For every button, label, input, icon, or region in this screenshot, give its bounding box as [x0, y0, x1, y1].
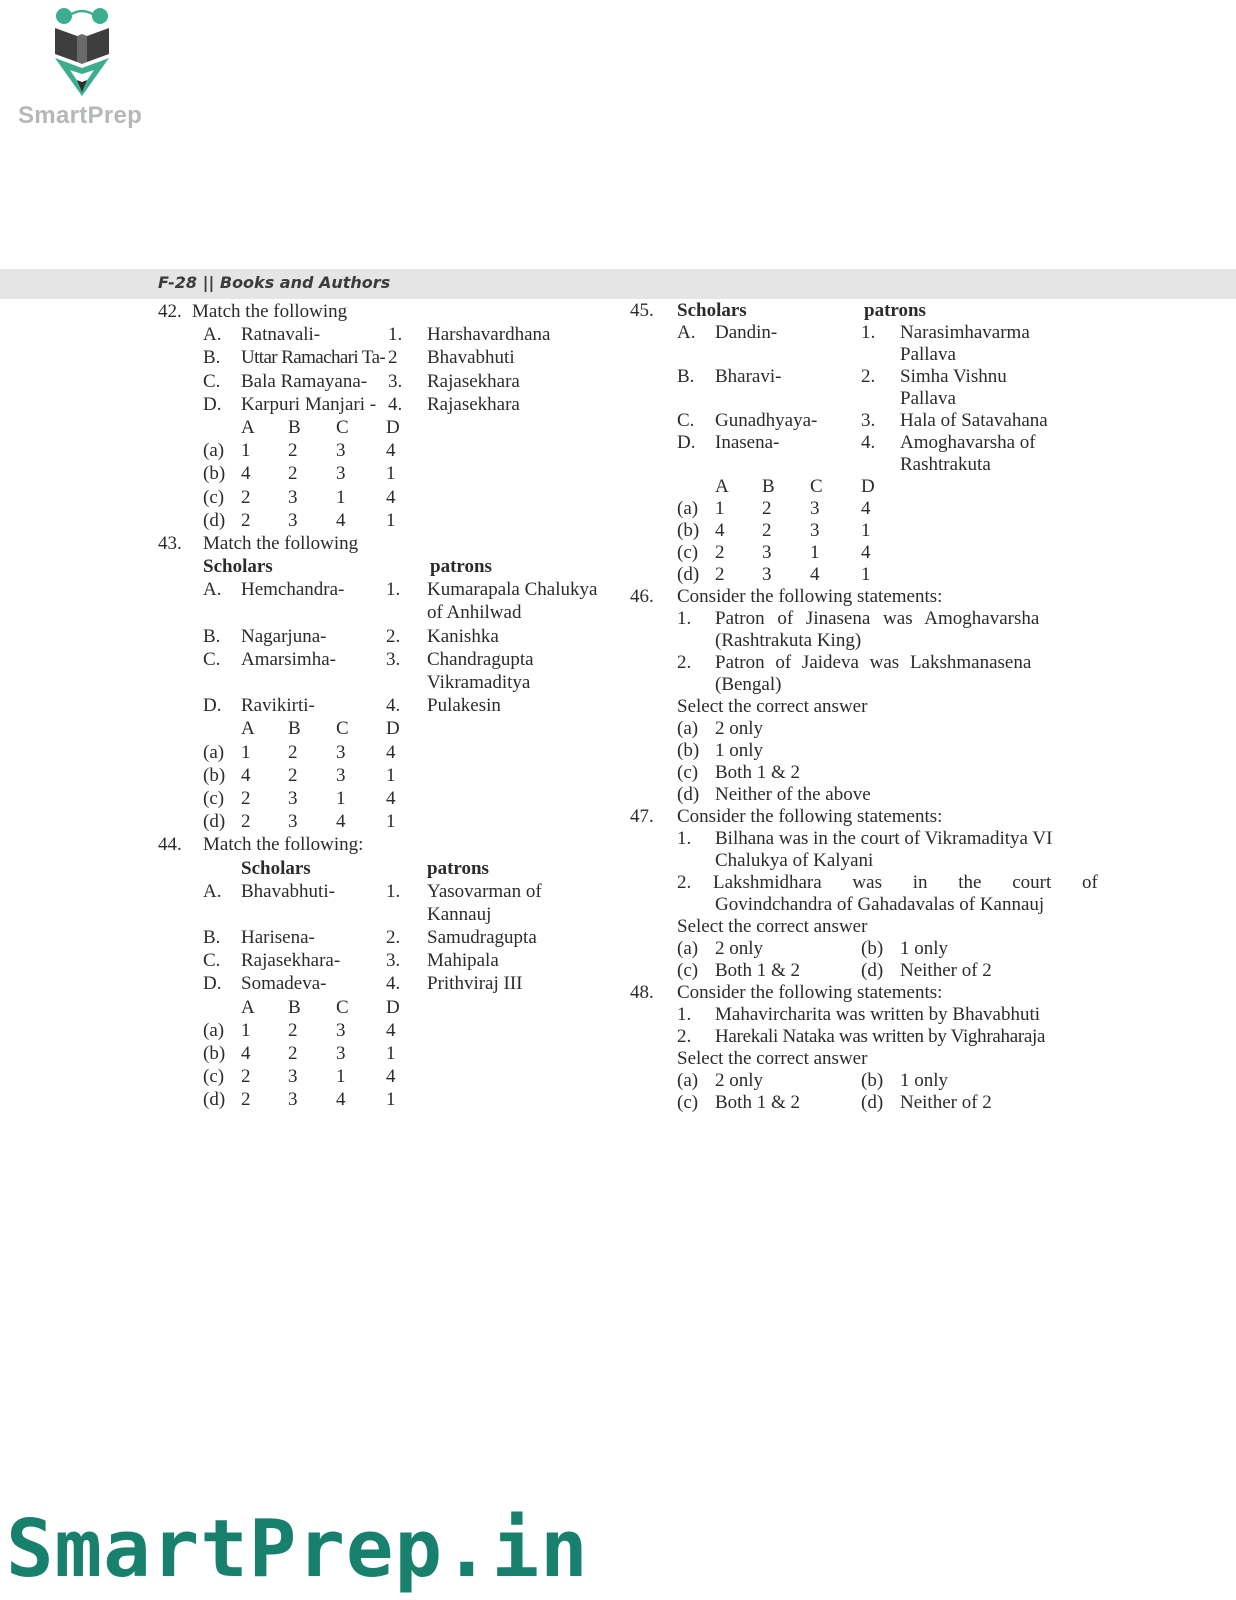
match-row: C. Bala Ramayana- 3. Rajasekhara	[203, 370, 520, 392]
q43-title: Match the following	[203, 532, 359, 554]
q47-number: 47.	[630, 806, 654, 827]
option-row: (b) 4 2 3 1	[203, 1043, 396, 1064]
option-row: (a) 2 only (b) 1 only	[677, 938, 949, 959]
match-row: B. Harisena- 2. Samudragupta	[203, 927, 537, 949]
match-row: D. Ravikirti- 4. Pulakesin	[203, 695, 501, 717]
q45-scholars-header: Scholars	[677, 300, 747, 321]
option-row: (b) 4 2 3 1	[677, 520, 871, 541]
q43-scholars-header: Scholars	[203, 556, 273, 578]
q46-select-prompt: Select the correct answer	[677, 696, 868, 717]
match-row: D. Somadeva- 4. Prithviraj III	[203, 973, 523, 995]
option-row: (a) 1 2 3 4	[203, 440, 396, 462]
option-row: (d) Neither of the above	[677, 784, 871, 805]
q43-patrons-header: patrons	[430, 556, 492, 578]
q44-title: Match the following:	[203, 834, 364, 856]
q42-title: Match the following	[192, 301, 348, 322]
left-column	[158, 300, 608, 1112]
q44-scholars-header: Scholars	[241, 857, 311, 879]
match-row: B. Bharavi- 2. Simha Vishnu	[677, 366, 1007, 387]
option-row: (c) Both 1 & 2	[677, 762, 800, 783]
option-row: (d) 2 3 4 1	[203, 1089, 396, 1111]
q46-title: Consider the following statements:	[677, 586, 943, 607]
question-48: 48. Consider the following statements: 1. Mahavircharita was written by Bhavabhuti 2. Harekali Nataka was written by Vighraharaja Select the correct answer (a) 2 only (b) 1 only (c) Both 1 & 2 (d) Neither of 2	[630, 982, 1070, 1114]
question-43: 43. Match the following Scholars patrons A. Hemchandra- 1. Kumarapala Chalukya of Anhilwad B. Nagarjuna- 2. Kanishka C. Amarsimha- 3. Chandragupta Vikramaditya D. Ravikirti- 4. Pulakesin A B C D (a) 1 2 3 4 (b) 4 2 3 1 (c) 2 3 1 4 (d) 2 3 4 1	[158, 532, 608, 833]
match-row: B. Nagarjuna- 2. Kanishka	[203, 625, 499, 647]
q48-title: Consider the following statements:	[677, 982, 943, 1003]
q47-statement-2: Lakshmidhara was in the court of	[713, 872, 1098, 893]
q46-number: 46.	[630, 586, 654, 607]
q47-statement-1: Bilhana was in the court of Vikramaditya VI	[715, 828, 1053, 849]
option-row: (a) 1 2 3 4	[203, 1019, 396, 1041]
footer-site-url: SmartPrep.in	[6, 1503, 589, 1595]
option-row: (d) 2 3 4 1	[203, 811, 396, 833]
q47-select-prompt: Select the correct answer	[677, 916, 868, 937]
q43-number: 43.	[158, 532, 182, 554]
option-row: (c) Both 1 & 2 (d) Neither of 2	[677, 960, 992, 981]
match-row: A. Bhavabhuti- 1. Yasovarman of	[203, 880, 542, 902]
q46-statement-2: Patron of Jaideva was Lakshmanasena	[715, 652, 1032, 673]
match-row: A. Hemchandra- 1. Kumarapala Chalukya	[203, 579, 598, 601]
option-row: (b) 4 2 3 1	[203, 463, 396, 485]
q44-number: 44.	[158, 834, 182, 856]
match-row: C. Gunadhyaya- 3. Hala of Satavahana	[677, 410, 1048, 431]
page-header-title: F-28 || Books and Authors	[158, 273, 391, 292]
smartprep-logo	[18, 4, 158, 134]
q45-patrons-header: patrons	[864, 300, 926, 321]
option-row: (a) 1 2 3 4	[203, 741, 396, 763]
option-header-row: A B C D	[715, 476, 875, 497]
option-row: (c) 2 3 1 4	[677, 542, 871, 563]
q44-patrons-header: patrons	[427, 857, 489, 879]
match-row: D. Karpuri Manjari - 4. Rajasekhara	[203, 393, 520, 415]
q46-statement-1: Patron of Jinasena was Amoghavarsha	[715, 608, 1040, 629]
logo-wordmark: SmartPrep	[18, 102, 143, 129]
question-42	[158, 300, 608, 532]
question-47: 47. Consider the following statements: 1. Bilhana was in the court of Vikramaditya VI Chalukya of Kalyani 2. Lakshmidhara was in the court of Govindchandra of Gahadavalas of Kannauj Select the correct answer (a) 2 only (b) 1 only (c) Both 1 & 2 (d) Neither of 2	[630, 806, 1098, 981]
q48-statement-1: Mahavircharita was written by Bhavabhuti	[715, 1004, 1041, 1025]
option-header-row: A B C D	[241, 996, 400, 1018]
option-row: (c) 2 3 1 4	[203, 486, 396, 508]
option-row: (d) 2 3 4 1	[677, 564, 871, 585]
match-row: A. Ratnavali- 1. Harshavardhana	[203, 324, 551, 346]
option-header-row: A B C D	[241, 718, 400, 740]
q48-number: 48.	[630, 982, 654, 1003]
q42-number: 42.	[158, 301, 182, 322]
match-row: B. Uttar Ramachari Ta- 2 Bhavabhuti	[203, 347, 515, 369]
option-row: (c) Both 1 & 2 (d) Neither of 2	[677, 1092, 992, 1113]
option-row: (a) 2 only	[677, 718, 764, 739]
option-row: (d) 2 3 4 1	[203, 509, 396, 531]
match-row: A. Dandin- 1. Narasimhavarma	[677, 322, 1030, 343]
option-row: (c) 2 3 1 4	[203, 1066, 396, 1088]
question-46: 46. Consider the following statements: 1. Patron of Jinasena was Amoghavarsha (Rashtrakuta King) 2. Patron of Jaideva was Lakshmanasena (Bengal) Select the correct answer (a) 2 only (b) 1 only (c) Both 1 & 2 (d) Neither of the above	[630, 586, 1070, 806]
smartprep-logo-icon	[52, 4, 112, 96]
match-row: C. Amarsimha- 3. Chandragupta	[203, 648, 534, 670]
match-row: D. Inasena- 4. Amoghavarsha of	[677, 432, 1036, 453]
option-row: (a) 1 2 3 4	[677, 498, 871, 519]
option-row: (c) 2 3 1 4	[203, 787, 396, 809]
q47-title: Consider the following statements:	[677, 806, 943, 827]
question-44: 44. Match the following: Scholars patrons A. Bhavabhuti- 1. Yasovarman of Kannauj B. Harisena- 2. Samudragupta C. Rajasekhara- 3. Mahipala D. Somadeva- 4. Prithviraj III A B C D (a) 1 2 3 4 (b) 4 2 3 1 (c) 2 3 1 4 (d) 2 3 4 1	[158, 833, 608, 1111]
option-header-row: A B C D	[241, 416, 400, 438]
q48-statement-2: Harekali Nataka was written by Vighraharaja	[715, 1026, 1046, 1047]
q48-select-prompt: Select the correct answer	[677, 1048, 868, 1069]
option-row: (b) 1 only	[677, 740, 764, 761]
option-row: (a) 2 only (b) 1 only	[677, 1070, 949, 1091]
option-row: (b) 4 2 3 1	[203, 764, 396, 786]
right-column	[630, 300, 1098, 1114]
match-row: C. Rajasekhara- 3. Mahipala	[203, 950, 499, 972]
question-45: 45. Scholars patrons A. Dandin- 1. Narasimhavarma Pallava B. Bharavi- 2. Simha Vishnu Pallava C. Gunadhyaya- 3. Hala of Satavahana D. Inasena- 4. Amoghavarsha of Rashtrakuta A B C D (a) 1 2 3 4 (b) 4 2 3 1 (c) 2 3 1 4 (d) 2 3 4 1	[630, 300, 1070, 586]
q45-number: 45.	[630, 300, 654, 321]
